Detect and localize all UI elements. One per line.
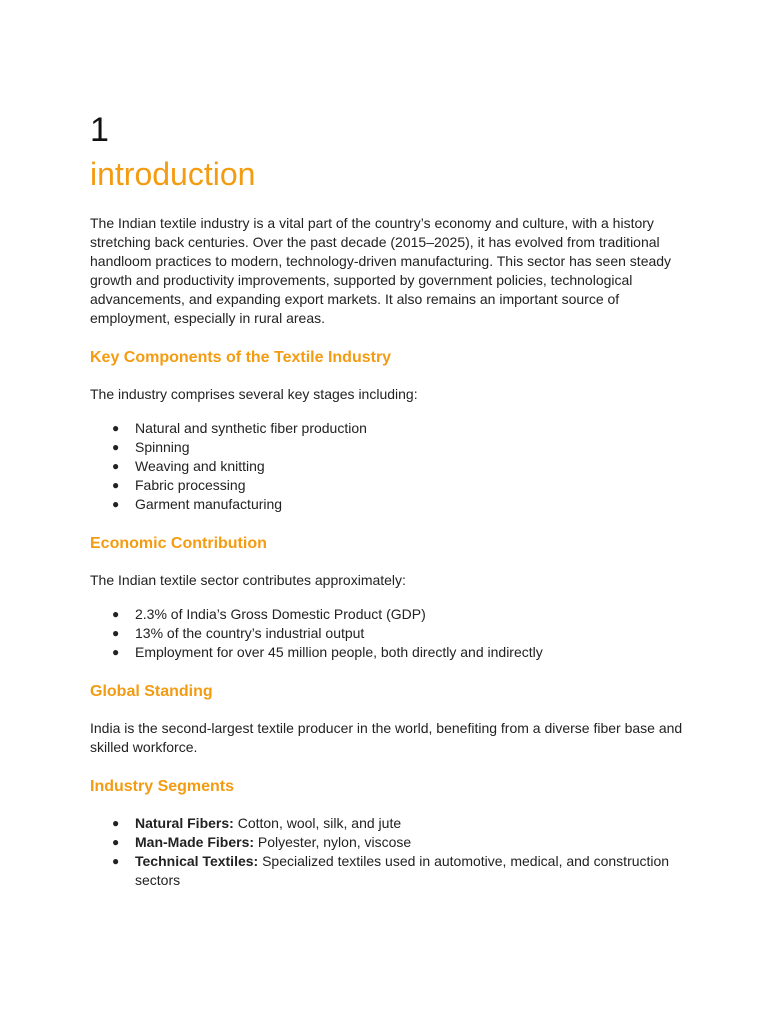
chapter-number: 1 [90, 111, 109, 149]
list-item [90, 643, 686, 662]
segment-text: Cotton, wool, silk, and jute [233, 815, 402, 831]
section-economic-contribution [90, 534, 686, 662]
bullet-icon: ● [112, 816, 120, 830]
section-lead: The Indian textile sector contributes approximately: [90, 572, 406, 588]
chapter-title: introduction [90, 156, 256, 192]
list-item-text: Weaving and knitting [135, 458, 265, 474]
list-item [90, 605, 686, 624]
list-item [90, 419, 686, 438]
list-item [90, 833, 686, 852]
segment-text: Polyester, nylon, viscose [254, 834, 412, 850]
list-item-text: Fabric processing [135, 477, 246, 493]
bullet-icon: ● [112, 645, 120, 659]
section-lead: The industry comprises several key stages including: [90, 386, 418, 402]
bullet-icon: ● [112, 607, 120, 621]
section-heading: Economic Contribution [90, 535, 267, 552]
bullet-list [90, 605, 686, 662]
section-global-standing [90, 682, 686, 757]
bullet-icon: ● [112, 440, 120, 454]
bullet-icon: ● [112, 421, 120, 435]
list-item [90, 852, 686, 890]
list-item-text: Garment manufacturing [135, 496, 283, 512]
segment-label: Natural Fibers: [135, 815, 234, 831]
bullet-icon: ● [112, 459, 120, 473]
section-paragraph: India is the second-largest textile producer in the world, benefiting from a diverse fiber base and skilled workforce. [90, 720, 683, 755]
list-item [90, 457, 686, 476]
section-heading: Global Standing [90, 683, 213, 700]
bullet-icon: ● [112, 835, 120, 849]
section-heading: Key Components of the Textile Industry [90, 349, 392, 366]
list-item [90, 438, 686, 457]
list-item [90, 624, 686, 643]
list-item [90, 476, 686, 495]
segment-label: Man-Made Fibers: [135, 834, 255, 850]
segment-text: Specialized textiles used in automotive, medical, and construction sectors [135, 853, 670, 888]
intro-paragraph: The Indian textile industry is a vital part of the country’s economy and culture, with a history stretching back centuries. Over the past decade (2015–2025), it has evolved from traditional handloom practices to modern, technology-driven manufacturing. This sector has seen steady growth and productivity improvements, supported by government policies, technological advancements, and expanding export markets. It also remains an important source of employment, especially in rural areas. [90, 215, 672, 326]
list-item-text: 2.3% of India’s Gross Domestic Product (GDP) [135, 606, 426, 622]
bullet-icon: ● [112, 497, 120, 511]
bullet-icon: ● [112, 854, 120, 868]
list-item-text: Natural and synthetic fiber production [135, 420, 367, 436]
bullet-icon: ● [112, 478, 120, 492]
list-item-text: Employment for over 45 million people, both directly and indirectly [135, 644, 543, 660]
list-item-text: 13% of the country’s industrial output [135, 625, 365, 641]
list-item [90, 814, 686, 833]
bullet-list [90, 814, 686, 890]
section-industry-segments [90, 777, 686, 890]
section-key-components [90, 348, 686, 514]
list-item-text: Spinning [135, 439, 190, 455]
bullet-list [90, 419, 686, 514]
bullet-icon: ● [112, 626, 120, 640]
document-body [90, 214, 686, 910]
list-item [90, 495, 686, 514]
section-heading: Industry Segments [90, 778, 235, 795]
segment-label: Technical Textiles: [135, 853, 259, 869]
